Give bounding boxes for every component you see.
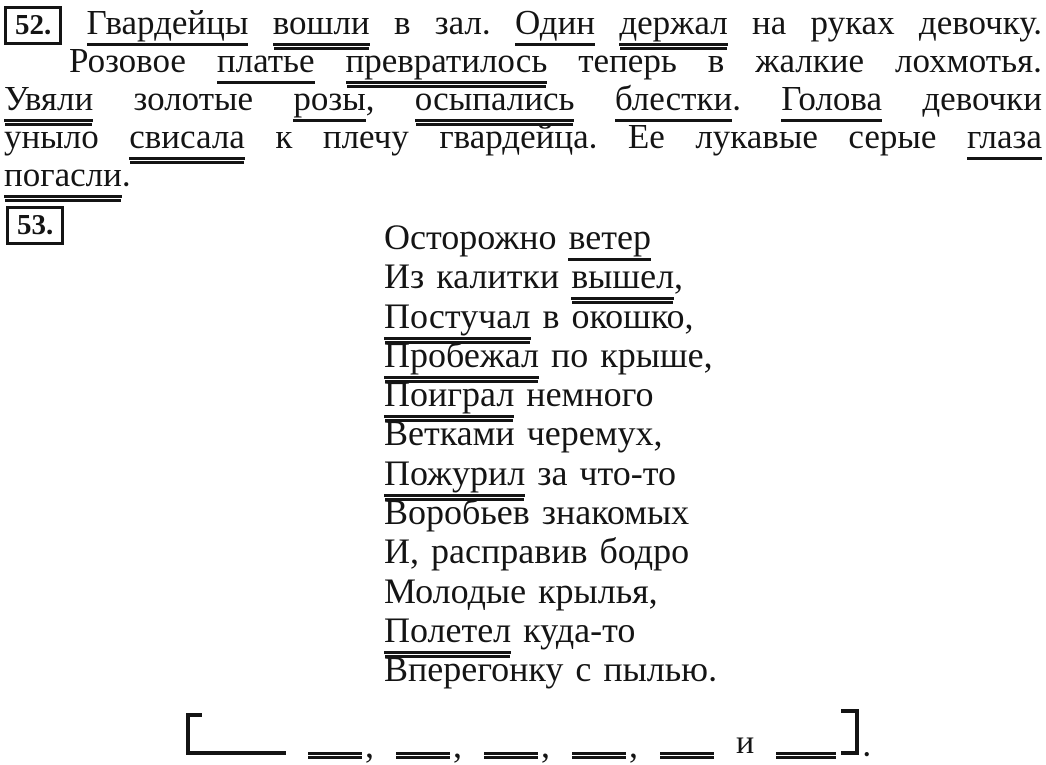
subject-word — [515, 4, 595, 46]
word-text: Вперегонку — [384, 649, 564, 690]
text-line — [4, 80, 1042, 118]
predicate-word — [384, 611, 511, 654]
word-text: превратилось — [346, 42, 548, 84]
word-text: калитки — [436, 256, 560, 297]
open-bracket-subject-blank — [186, 713, 286, 755]
predicate-blank — [660, 714, 714, 755]
exercise-53 — [0, 200, 1046, 700]
word — [69, 42, 186, 80]
word — [523, 611, 635, 650]
word-text: в — [707, 41, 725, 80]
word-text: Из — [384, 256, 425, 297]
predicate-word — [4, 156, 131, 198]
word — [275, 118, 292, 156]
word-text: Молодые — [384, 570, 527, 611]
word-text: бодро — [599, 531, 690, 572]
poem-line — [384, 532, 717, 571]
word — [542, 493, 689, 532]
word-text: с — [575, 649, 592, 690]
word — [526, 375, 653, 414]
punctuation: , — [674, 256, 684, 297]
word-text: Осторожно — [384, 217, 557, 257]
word-text: свисала — [129, 118, 245, 160]
word-text: глаза — [967, 118, 1042, 160]
exercise-52-number-badge: 52. — [4, 6, 62, 45]
word — [599, 532, 689, 571]
comma: , — [365, 725, 374, 765]
text-line — [4, 42, 1042, 80]
word-text: серые — [848, 117, 937, 156]
word-text: платье — [217, 42, 315, 84]
word-text: розы — [293, 80, 365, 122]
word — [384, 257, 424, 296]
word-text: гвардейца. — [439, 117, 598, 156]
word-text: окошко, — [571, 295, 694, 336]
word-text: Пробежал — [384, 336, 539, 379]
word — [811, 4, 895, 42]
predicate-word — [129, 118, 245, 160]
word-text: погасли — [4, 156, 122, 198]
word-text: Увяли — [4, 80, 93, 122]
word — [527, 414, 663, 453]
punctuation: . — [121, 155, 131, 194]
word-text: Голова — [781, 80, 882, 122]
word-text: в — [393, 3, 411, 42]
word — [394, 4, 411, 42]
word-text: вышел — [571, 257, 674, 300]
poem-line — [384, 257, 717, 296]
word-text: уныло — [4, 117, 99, 156]
predicate-word — [619, 4, 727, 46]
word-text: ветер — [568, 218, 650, 261]
word-text: пылью. — [603, 649, 718, 690]
word-text: знакомых — [541, 492, 690, 533]
word-text: на — [751, 3, 787, 42]
word — [435, 4, 491, 42]
predicate-word — [384, 454, 525, 497]
word-text: Розовое — [68, 41, 186, 80]
subject-word — [568, 218, 650, 261]
word-text: Ее — [627, 117, 665, 156]
word-text: руках — [810, 3, 895, 42]
word — [895, 42, 1042, 80]
predicate-word — [384, 375, 514, 418]
subject-word — [87, 4, 249, 46]
comma: , — [453, 725, 462, 765]
poem-line — [384, 375, 717, 414]
word-text: золотые — [133, 79, 254, 118]
exercise-52 — [4, 4, 1042, 194]
predicate-slot — [484, 714, 550, 765]
word — [752, 4, 786, 42]
word-text: Пожурил — [384, 454, 525, 497]
word-text: к — [275, 117, 293, 156]
subject-word — [615, 80, 741, 122]
word-text: теперь — [578, 41, 677, 80]
word-text: И, — [384, 531, 419, 572]
word — [575, 650, 591, 689]
predicate-blank — [484, 714, 538, 755]
predicate-slot — [396, 714, 462, 765]
predicate-word — [384, 336, 539, 379]
text-line — [4, 4, 1042, 42]
poem-line — [384, 611, 717, 650]
word — [600, 336, 712, 375]
word — [628, 118, 665, 156]
poem — [384, 218, 717, 690]
word-text: Постучал — [384, 297, 531, 340]
word-text: Полетел — [384, 611, 511, 654]
word-text: лохмотья. — [895, 41, 1042, 80]
word-text: в — [542, 295, 560, 336]
word — [755, 42, 864, 80]
word-text: держал — [619, 4, 727, 46]
word-text: жалкие — [755, 41, 865, 80]
word-text: куда-то — [523, 609, 636, 650]
word — [537, 454, 567, 493]
word-text: девочки — [922, 79, 1042, 118]
poem-line — [384, 218, 717, 257]
poem-line — [384, 336, 717, 375]
word-text: Ветками — [384, 413, 515, 454]
word-text: зал. — [434, 3, 491, 42]
word-text: по — [550, 334, 589, 375]
sentence-schema — [186, 705, 872, 765]
word — [384, 572, 526, 611]
predicate-word — [346, 42, 548, 84]
word — [922, 80, 1042, 118]
word — [436, 257, 559, 296]
subject-word — [781, 80, 882, 122]
word-text: Поиграл — [384, 375, 514, 418]
word-text: за — [537, 452, 568, 493]
subject-word — [967, 118, 1042, 160]
word-text: осыпались — [415, 80, 575, 122]
word — [543, 297, 560, 336]
word-text: расправив — [431, 531, 588, 572]
comma: , — [541, 725, 550, 765]
predicate-slot — [776, 709, 872, 764]
word — [579, 454, 676, 493]
word — [848, 118, 936, 156]
word-text: немного — [526, 374, 654, 415]
poem-line — [384, 454, 717, 493]
word-text: черемух, — [526, 413, 663, 454]
word — [551, 336, 588, 375]
close-bracket — [841, 709, 859, 755]
word — [134, 80, 254, 118]
poem-line — [384, 572, 717, 611]
word-text: лукавые — [695, 117, 818, 156]
conjunction: и — [736, 724, 755, 761]
paragraph-indent — [4, 71, 38, 72]
word-text: Гвардейцы — [87, 4, 249, 46]
word — [919, 4, 1042, 42]
word — [431, 532, 587, 571]
word — [538, 572, 658, 611]
word-text: Один — [515, 4, 595, 46]
word-text: вошли — [273, 4, 370, 46]
predicate-slot — [308, 714, 374, 765]
predicate-word — [273, 4, 370, 46]
word-text: девочку. — [918, 3, 1042, 42]
predicate-word — [571, 257, 683, 300]
predicate-blank — [396, 714, 450, 755]
comma: , — [629, 725, 638, 765]
predicate-blank — [572, 714, 626, 755]
predicate-word — [384, 297, 531, 340]
period: . — [862, 724, 872, 764]
word — [603, 650, 717, 689]
predicate-blank — [776, 714, 836, 755]
exercise-53-number-badge: 53. — [6, 206, 64, 245]
word-text: крыше, — [600, 334, 713, 375]
punctuation: , — [365, 79, 375, 118]
word-text: крылья, — [538, 570, 658, 611]
word-text: Воробьев — [384, 492, 530, 533]
word — [384, 218, 556, 257]
word-text: что-то — [579, 452, 677, 493]
word-text: плечу — [322, 117, 409, 156]
predicate-slot — [572, 714, 638, 765]
word-text: блестки — [615, 80, 732, 122]
predicate-blank — [308, 714, 362, 755]
word — [695, 118, 818, 156]
predicate-word — [415, 80, 575, 122]
word — [323, 118, 409, 156]
word — [384, 532, 419, 571]
predicate-word — [4, 80, 93, 122]
predicate-slot — [660, 714, 714, 755]
punctuation: . — [732, 79, 741, 118]
